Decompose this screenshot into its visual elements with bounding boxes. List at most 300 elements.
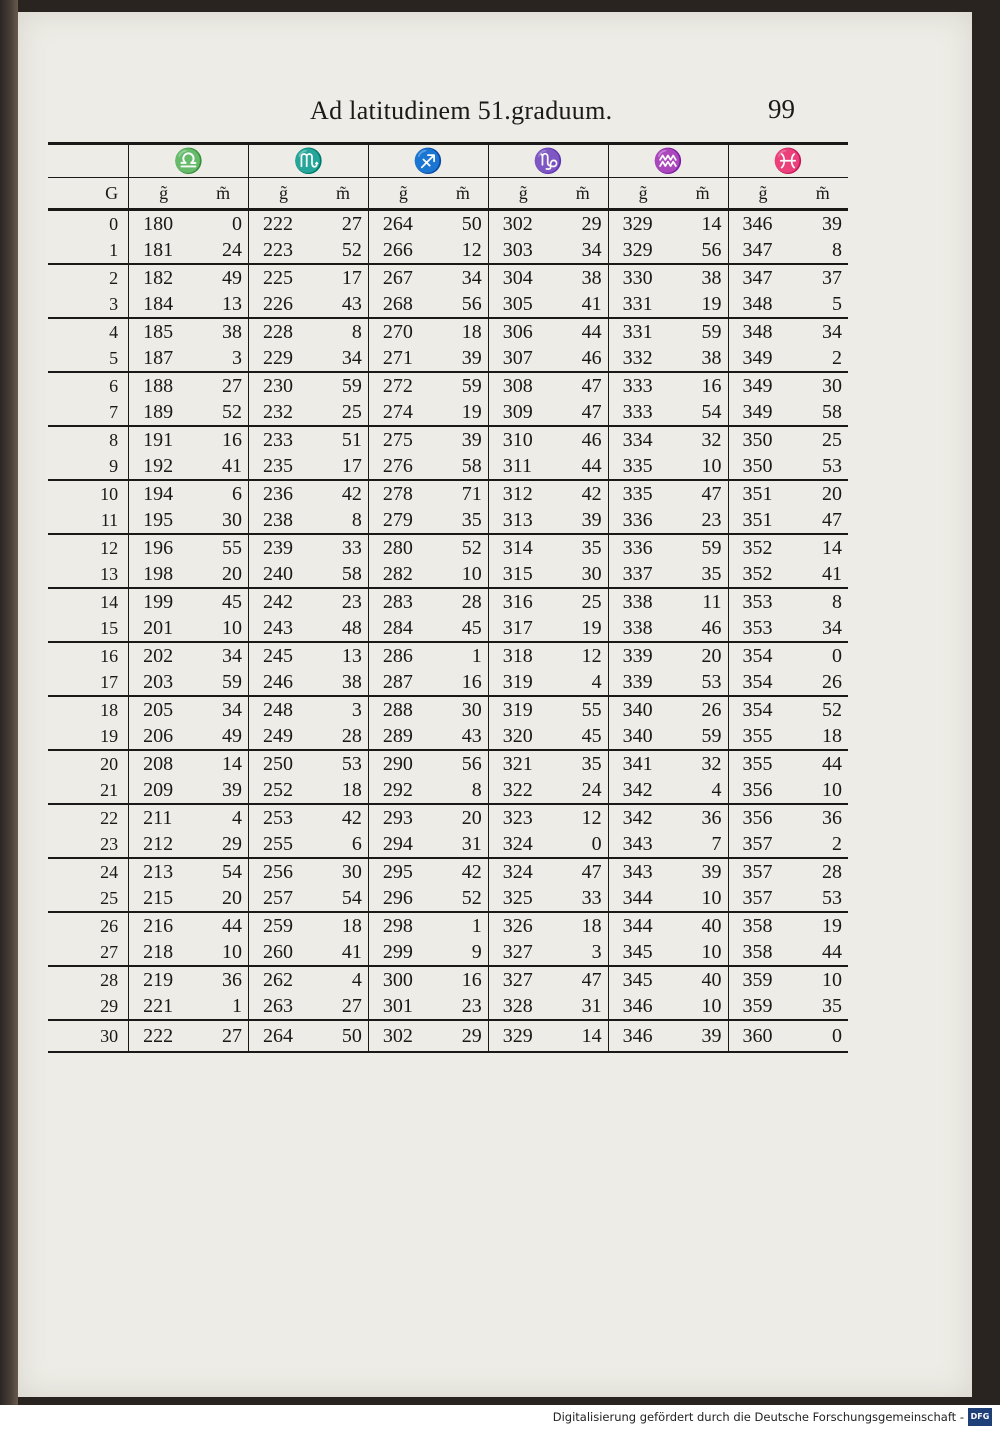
minute-cell: 1 xyxy=(471,644,482,667)
table-row xyxy=(48,318,848,345)
minute-cell: 34 xyxy=(318,345,368,372)
degree-cell: 333 xyxy=(608,372,677,399)
degree-cell: 346 xyxy=(728,210,797,238)
degree-cell: 348 xyxy=(728,291,797,318)
unit-degrees: g̃ xyxy=(249,178,318,210)
minute-cell: 18 xyxy=(341,914,362,937)
degree-cell: 333 xyxy=(608,399,677,426)
degree-cell: 330 xyxy=(608,264,677,291)
book-page xyxy=(18,12,972,1397)
unit-header-row xyxy=(48,178,848,210)
degree-cell: 316 xyxy=(488,588,557,615)
unit-degrees: g̃ xyxy=(608,178,677,210)
row-label: 10 xyxy=(100,483,119,504)
degree-cell: 344 xyxy=(608,885,677,912)
degree-cell: 351 xyxy=(728,480,797,507)
minute-cell: 35 xyxy=(581,752,602,775)
degree-cell: 314 xyxy=(488,534,557,561)
minute-cell: 28 xyxy=(318,723,368,750)
minute-cell: 6 xyxy=(318,831,368,858)
unit-minutes: m̃ xyxy=(558,178,608,210)
minute-cell: 3 xyxy=(558,939,608,966)
table-row xyxy=(48,561,848,588)
minute-cell: 35 xyxy=(581,536,602,559)
minute-cell: 39 xyxy=(438,345,488,372)
degree-cell: 182 xyxy=(129,264,198,291)
minute-cell: 19 xyxy=(438,399,488,426)
minute-cell: 59 xyxy=(701,536,722,559)
degree-cell: 336 xyxy=(608,507,677,534)
unit-degrees: g̃ xyxy=(728,178,797,210)
unit-minutes: m̃ xyxy=(318,178,368,210)
degree-cell: 266 xyxy=(368,237,437,264)
minute-cell: 44 xyxy=(581,320,602,343)
minute-cell: 7 xyxy=(678,831,728,858)
unit-degrees: g̃ xyxy=(488,178,557,210)
table-row xyxy=(48,750,848,777)
minute-cell: 10 xyxy=(678,885,728,912)
minute-cell: 43 xyxy=(318,291,368,318)
minute-cell: 50 xyxy=(318,1020,368,1052)
row-label: 16 xyxy=(100,645,119,666)
degree-cell: 250 xyxy=(249,750,318,777)
minute-cell: 38 xyxy=(678,345,728,372)
degree-cell: 211 xyxy=(129,804,198,831)
minute-cell: 42 xyxy=(461,860,482,883)
minute-cell: 6 xyxy=(232,482,243,505)
degree-cell: 184 xyxy=(129,291,198,318)
minute-cell: 0 xyxy=(232,212,243,235)
degree-cell: 339 xyxy=(608,669,677,696)
row-label: 15 xyxy=(48,615,129,642)
minute-cell: 14 xyxy=(822,536,842,559)
minute-cell: 41 xyxy=(198,453,248,480)
minute-cell: 8 xyxy=(438,777,488,804)
degree-cell: 311 xyxy=(488,453,557,480)
minute-cell: 36 xyxy=(222,968,243,991)
row-label: 20 xyxy=(100,753,119,774)
degree-cell: 213 xyxy=(129,858,198,885)
minute-cell: 59 xyxy=(678,723,728,750)
corner-cell xyxy=(48,144,129,178)
minute-cell: 4 xyxy=(558,669,608,696)
minute-cell: 20 xyxy=(461,806,482,829)
degree-cell: 337 xyxy=(608,561,677,588)
degree-cell: 349 xyxy=(728,345,797,372)
degree-cell: 191 xyxy=(129,426,198,453)
minute-cell: 47 xyxy=(581,968,602,991)
minute-cell: 14 xyxy=(701,212,722,235)
minute-cell: 58 xyxy=(438,453,488,480)
minute-cell: 3 xyxy=(351,698,362,721)
minute-cell: 24 xyxy=(558,777,608,804)
minute-cell: 20 xyxy=(701,644,722,667)
sign-scorpio: ♏ xyxy=(249,144,369,178)
degree-cell: 327 xyxy=(488,966,557,993)
minute-cell: 42 xyxy=(581,482,602,505)
minute-cell: 10 xyxy=(678,453,728,480)
minute-cell: 25 xyxy=(581,590,602,613)
minute-cell: 5 xyxy=(797,291,848,318)
degree-cell: 306 xyxy=(488,318,557,345)
row-label: 9 xyxy=(48,453,129,480)
table-row xyxy=(48,507,848,534)
degree-cell: 215 xyxy=(129,885,198,912)
minute-cell: 59 xyxy=(341,374,362,397)
degree-cell: 309 xyxy=(488,399,557,426)
minute-cell: 46 xyxy=(558,345,608,372)
minute-cell: 59 xyxy=(461,374,482,397)
table-row xyxy=(48,291,848,318)
minute-cell: 27 xyxy=(198,1020,248,1052)
degree-cell: 187 xyxy=(129,345,198,372)
minute-cell: 34 xyxy=(558,237,608,264)
degree-cell: 353 xyxy=(728,615,797,642)
minute-cell: 39 xyxy=(678,1020,728,1052)
degree-cell: 218 xyxy=(129,939,198,966)
minute-cell: 25 xyxy=(318,399,368,426)
minute-cell: 8 xyxy=(797,237,848,264)
minute-cell: 10 xyxy=(678,939,728,966)
degree-cell: 342 xyxy=(608,777,677,804)
minute-cell: 53 xyxy=(341,752,362,775)
degree-cell: 270 xyxy=(368,318,437,345)
degree-cell: 313 xyxy=(488,507,557,534)
row-label: 25 xyxy=(48,885,129,912)
sign-pisces: ♓ xyxy=(728,144,848,178)
minute-cell: 39 xyxy=(701,860,722,883)
minute-cell: 0 xyxy=(558,831,608,858)
minute-cell: 47 xyxy=(701,482,722,505)
minute-cell: 35 xyxy=(678,561,728,588)
degree-cell: 334 xyxy=(608,426,677,453)
degree-cell: 302 xyxy=(368,1020,437,1052)
minute-cell: 14 xyxy=(222,752,243,775)
minute-cell: 32 xyxy=(701,428,722,451)
minute-cell: 48 xyxy=(318,615,368,642)
degree-cell: 356 xyxy=(728,804,797,831)
minute-cell: 19 xyxy=(822,914,842,937)
row-label: 23 xyxy=(48,831,129,858)
minute-cell: 16 xyxy=(701,374,722,397)
degree-cell: 229 xyxy=(249,345,318,372)
minute-cell: 25 xyxy=(822,428,842,451)
minute-cell: 43 xyxy=(438,723,488,750)
minute-cell: 2 xyxy=(797,345,848,372)
degree-cell: 259 xyxy=(249,912,318,939)
table-row xyxy=(48,831,848,858)
minute-cell: 50 xyxy=(461,212,482,235)
degree-cell: 255 xyxy=(249,831,318,858)
ascension-table-wrap xyxy=(48,142,908,1053)
minute-cell: 58 xyxy=(797,399,848,426)
minute-cell: 51 xyxy=(341,428,362,451)
degree-cell: 345 xyxy=(608,966,677,993)
degree-cell: 239 xyxy=(249,534,318,561)
degree-cell: 315 xyxy=(488,561,557,588)
minute-cell: 1 xyxy=(198,993,248,1020)
degree-cell: 275 xyxy=(368,426,437,453)
minute-cell: 12 xyxy=(581,644,602,667)
row-label: 21 xyxy=(48,777,129,804)
degree-cell: 355 xyxy=(728,723,797,750)
degree-cell: 312 xyxy=(488,480,557,507)
table-row xyxy=(48,966,848,993)
minute-cell: 4 xyxy=(678,777,728,804)
unit-minutes: m̃ xyxy=(438,178,488,210)
degree-cell: 185 xyxy=(129,318,198,345)
degree-cell: 264 xyxy=(368,210,437,238)
minute-cell: 54 xyxy=(222,860,243,883)
minute-cell: 42 xyxy=(341,482,362,505)
degree-cell: 349 xyxy=(728,399,797,426)
minute-cell: 46 xyxy=(581,428,602,451)
degree-cell: 346 xyxy=(608,993,677,1020)
minute-cell: 23 xyxy=(678,507,728,534)
minute-cell: 38 xyxy=(581,266,602,289)
table-row-final xyxy=(48,1020,848,1052)
minute-cell: 32 xyxy=(701,752,722,775)
minute-cell: 44 xyxy=(797,939,848,966)
degree-cell: 308 xyxy=(488,372,557,399)
minute-cell: 34 xyxy=(797,615,848,642)
table-row xyxy=(48,480,848,507)
degree-cell: 302 xyxy=(488,210,557,238)
table-row xyxy=(48,669,848,696)
minute-cell: 54 xyxy=(318,885,368,912)
minute-cell: 0 xyxy=(797,1020,848,1052)
degree-cell: 307 xyxy=(488,345,557,372)
minute-cell: 20 xyxy=(198,561,248,588)
degree-cell: 282 xyxy=(368,561,437,588)
minute-cell: 13 xyxy=(341,644,362,667)
minute-cell: 47 xyxy=(581,374,602,397)
minute-cell: 52 xyxy=(198,399,248,426)
degree-cell: 225 xyxy=(249,264,318,291)
degree-cell: 320 xyxy=(488,723,557,750)
degree-cell: 294 xyxy=(368,831,437,858)
minute-cell: 42 xyxy=(341,806,362,829)
degree-cell: 280 xyxy=(368,534,437,561)
minute-cell: 10 xyxy=(822,968,842,991)
degree-cell: 272 xyxy=(368,372,437,399)
minute-cell: 13 xyxy=(198,291,248,318)
degree-cell: 338 xyxy=(608,588,677,615)
degree-cell: 279 xyxy=(368,507,437,534)
minute-cell: 8 xyxy=(351,320,362,343)
degree-cell: 242 xyxy=(249,588,318,615)
row-label: 27 xyxy=(48,939,129,966)
degree-cell: 189 xyxy=(129,399,198,426)
minute-cell: 16 xyxy=(438,669,488,696)
minute-cell: 34 xyxy=(822,320,842,343)
degree-cell: 343 xyxy=(608,831,677,858)
table-row xyxy=(48,912,848,939)
minute-cell: 10 xyxy=(438,561,488,588)
degree-cell: 192 xyxy=(129,453,198,480)
row-label: 17 xyxy=(48,669,129,696)
minute-cell: 28 xyxy=(461,590,482,613)
minute-cell: 35 xyxy=(797,993,848,1020)
minute-cell: 12 xyxy=(581,806,602,829)
degree-cell: 283 xyxy=(368,588,437,615)
table-row xyxy=(48,939,848,966)
degree-cell: 284 xyxy=(368,615,437,642)
degree-cell: 323 xyxy=(488,804,557,831)
minute-cell: 19 xyxy=(558,615,608,642)
minute-cell: 56 xyxy=(461,752,482,775)
degree-cell: 253 xyxy=(249,804,318,831)
degree-cell: 264 xyxy=(249,1020,318,1052)
minute-cell: 30 xyxy=(198,507,248,534)
minute-cell: 10 xyxy=(198,615,248,642)
minute-cell: 44 xyxy=(222,914,243,937)
minute-cell: 38 xyxy=(222,320,243,343)
minute-cell: 30 xyxy=(461,698,482,721)
degree-cell: 341 xyxy=(608,750,677,777)
degree-cell: 205 xyxy=(129,696,198,723)
minute-cell: 10 xyxy=(797,777,848,804)
minute-cell: 18 xyxy=(461,320,482,343)
degree-cell: 256 xyxy=(249,858,318,885)
minute-cell: 71 xyxy=(461,482,482,505)
degree-cell: 355 xyxy=(728,750,797,777)
degree-cell: 339 xyxy=(608,642,677,669)
degree-cell: 354 xyxy=(728,669,797,696)
minute-cell: 19 xyxy=(678,291,728,318)
minute-cell: 16 xyxy=(461,968,482,991)
degree-cell: 289 xyxy=(368,723,437,750)
degree-cell: 340 xyxy=(608,696,677,723)
degree-cell: 329 xyxy=(488,1020,557,1052)
degree-cell: 352 xyxy=(728,561,797,588)
page-number: 99 xyxy=(768,94,795,124)
degree-cell: 350 xyxy=(728,453,797,480)
sign-sagittarius: ♐ xyxy=(368,144,488,178)
table-row xyxy=(48,777,848,804)
degree-cell: 299 xyxy=(368,939,437,966)
minute-cell: 52 xyxy=(822,698,842,721)
minute-cell: 10 xyxy=(198,939,248,966)
unit-degrees: g̃ xyxy=(368,178,437,210)
row-label: 18 xyxy=(100,699,119,720)
degree-cell: 360 xyxy=(728,1020,797,1052)
row-label: 11 xyxy=(48,507,129,534)
degree-cell: 338 xyxy=(608,615,677,642)
row-label: 26 xyxy=(100,915,119,936)
degree-cell: 342 xyxy=(608,804,677,831)
minute-cell: 16 xyxy=(222,428,243,451)
unit-minutes: m̃ xyxy=(198,178,248,210)
degree-cell: 353 xyxy=(728,588,797,615)
row-label: 1 xyxy=(48,237,129,264)
degree-cell: 358 xyxy=(728,939,797,966)
degree-cell: 329 xyxy=(608,210,677,238)
minute-cell: 39 xyxy=(198,777,248,804)
degree-cell: 352 xyxy=(728,534,797,561)
degree-cell: 230 xyxy=(249,372,318,399)
degree-cell: 325 xyxy=(488,885,557,912)
degree-cell: 278 xyxy=(368,480,437,507)
minute-cell: 40 xyxy=(701,914,722,937)
unit-minutes: m̃ xyxy=(797,178,848,210)
minute-cell: 33 xyxy=(341,536,362,559)
degree-cell: 335 xyxy=(608,480,677,507)
degree-cell: 344 xyxy=(608,912,677,939)
degree-cell: 268 xyxy=(368,291,437,318)
degree-cell: 300 xyxy=(368,966,437,993)
degree-cell: 327 xyxy=(488,939,557,966)
minute-cell: 41 xyxy=(558,291,608,318)
degree-cell: 260 xyxy=(249,939,318,966)
degree-cell: 351 xyxy=(728,507,797,534)
degree-cell: 209 xyxy=(129,777,198,804)
minute-cell: 56 xyxy=(438,291,488,318)
book-binding-edge xyxy=(0,0,18,1405)
degree-cell: 271 xyxy=(368,345,437,372)
degree-cell: 357 xyxy=(728,885,797,912)
table-row xyxy=(48,885,848,912)
degree-cell: 310 xyxy=(488,426,557,453)
row-label: 28 xyxy=(100,969,119,990)
minute-cell: 37 xyxy=(822,266,842,289)
minute-cell: 4 xyxy=(232,806,243,829)
degree-cell: 296 xyxy=(368,885,437,912)
row-label: 6 xyxy=(109,375,119,396)
minute-cell: 30 xyxy=(822,374,842,397)
minute-cell: 18 xyxy=(581,914,602,937)
row-label: 13 xyxy=(48,561,129,588)
degree-cell: 331 xyxy=(608,318,677,345)
degree-cell: 245 xyxy=(249,642,318,669)
degree-cell: 331 xyxy=(608,291,677,318)
minute-cell: 26 xyxy=(701,698,722,721)
degree-cell: 343 xyxy=(608,858,677,885)
ascension-table xyxy=(48,142,848,1053)
degree-cell: 196 xyxy=(129,534,198,561)
table-row xyxy=(48,210,848,238)
minute-cell: 1 xyxy=(471,914,482,937)
degree-cell: 222 xyxy=(249,210,318,238)
minute-cell: 29 xyxy=(438,1020,488,1052)
unit-degrees: g̃ xyxy=(129,178,198,210)
degree-cell: 326 xyxy=(488,912,557,939)
degree-cell: 319 xyxy=(488,669,557,696)
degree-cell: 180 xyxy=(129,210,198,238)
table-row xyxy=(48,696,848,723)
sign-aquarius: ♒ xyxy=(608,144,728,178)
minute-cell: 20 xyxy=(822,482,842,505)
degree-cell: 223 xyxy=(249,237,318,264)
row-label: 2 xyxy=(109,267,119,288)
minute-cell: 27 xyxy=(318,993,368,1020)
degree-cell: 203 xyxy=(129,669,198,696)
minute-cell: 44 xyxy=(558,453,608,480)
minute-cell: 38 xyxy=(318,669,368,696)
degree-cell: 287 xyxy=(368,669,437,696)
minute-cell: 31 xyxy=(438,831,488,858)
minute-cell: 47 xyxy=(558,399,608,426)
degree-cell: 348 xyxy=(728,318,797,345)
minute-cell: 14 xyxy=(558,1020,608,1052)
degree-cell: 236 xyxy=(249,480,318,507)
table-row xyxy=(48,237,848,264)
row-label: 3 xyxy=(48,291,129,318)
degree-cell: 328 xyxy=(488,993,557,1020)
degree-cell: 216 xyxy=(129,912,198,939)
row-label: 8 xyxy=(109,429,119,450)
minute-cell: 54 xyxy=(678,399,728,426)
